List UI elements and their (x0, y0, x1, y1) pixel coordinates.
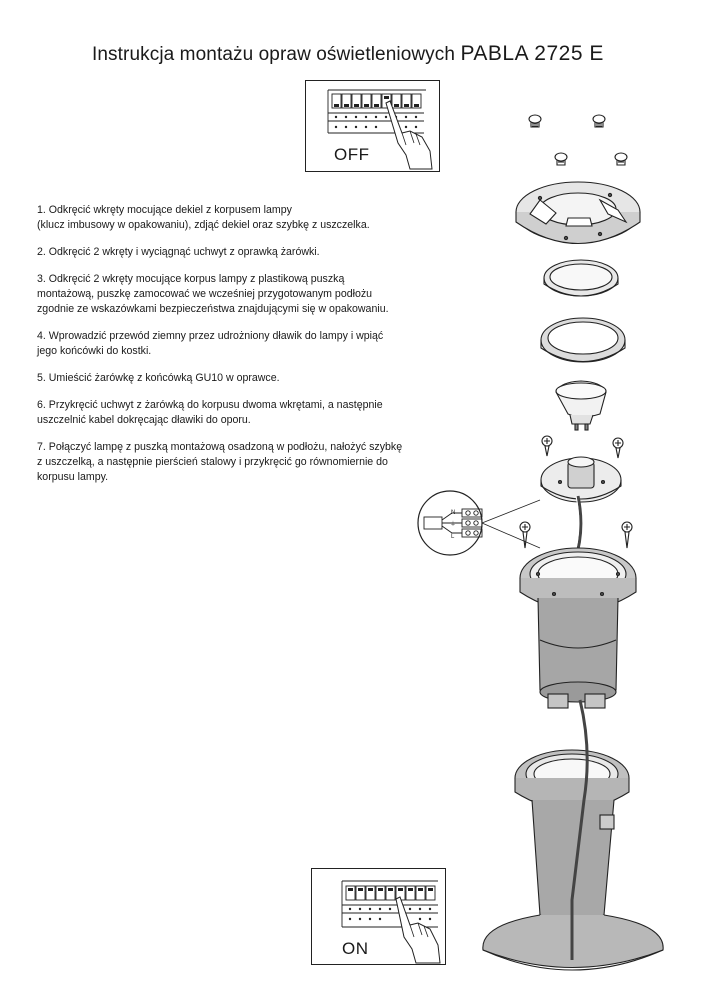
hand-icon (396, 897, 440, 963)
title-text: Instrukcja montażu opraw oświetleniowych (92, 44, 456, 65)
earth-icon: ⏚ (450, 522, 457, 528)
wire-label-l: L (451, 534, 455, 540)
lamp-body (520, 548, 636, 708)
step-6: 6. Przykręcić uchwyt z żarówką do korpusu dwoma wkrętami, a następnie uszczelnić kabel dokręcając dławiki do oporu. (37, 399, 383, 426)
step-7: 7. Połączyć lampę z puszką montażową osadzoną w podłożu, nałożyć szybkę z uszczelką, a następnie pierścień stalowy i przykręcić go równomiernie do korpusu lampy. (37, 441, 403, 483)
exploded-view-diagram (410, 100, 722, 980)
step-2: 2. Odkręcić 2 wkręty i wyciągnąć uchwyt z oprawką żarówki. (37, 246, 320, 258)
step-4: 4. Wprowadzić przewód ziemny przez udrożniony dławik do lampy i wpiąć jego końcówki do kostki. (37, 330, 384, 357)
screw-icon (622, 522, 632, 548)
wire-label-n: N (451, 510, 456, 516)
instruction-list (37, 203, 407, 497)
screw-icon (615, 153, 627, 165)
off-label: OFF (334, 145, 370, 164)
breaker-panel-icon (312, 869, 445, 964)
bulb-holder-plate (541, 457, 621, 502)
screw-icon (542, 436, 552, 456)
screw-icon (529, 115, 541, 127)
lightbulb-icon (556, 381, 606, 430)
gasket (541, 318, 625, 362)
step-1: 1. Odkręcić wkręty mocujące dekiel z korpusem lampy (klucz imbusowy w opakowaniu), zdjąć dekiel oraz szybkę z uszczelka. (37, 204, 370, 231)
model-name: PABLA 2725 E (460, 42, 604, 65)
cover-plate (516, 182, 640, 244)
glass-pane (544, 260, 618, 296)
step-3: 3. Odkręcić 2 wkręty mocujące korpus lampy z plastikową puszką montażową, puszkę zamocować we wcześniej przygotowanym podłożu zgodnie ze wskazówkami bezpieczeństwa znajdującymi się w opakowaniu. (37, 273, 389, 315)
page-title (92, 42, 604, 66)
on-label: ON (342, 939, 369, 958)
on-panel (311, 868, 446, 965)
screw-icon (520, 522, 530, 548)
screw-icon (593, 115, 605, 127)
screw-icon (555, 153, 567, 165)
step-5: 5. Umieścić żarówkę z końcówką GU10 w oprawce. (37, 372, 280, 384)
screw-icon (613, 438, 623, 458)
